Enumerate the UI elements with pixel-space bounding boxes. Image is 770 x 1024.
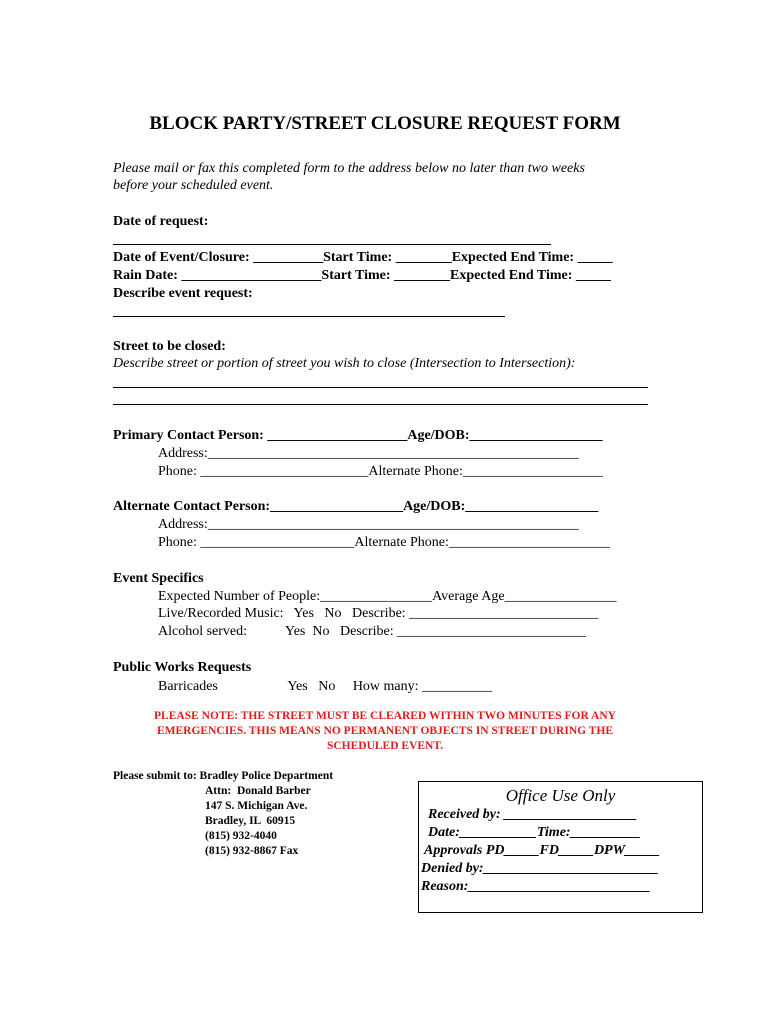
public-works-heading: Public Works Requests xyxy=(113,660,252,675)
denied-by-line[interactable]: Denied by:_________________________ xyxy=(421,861,659,876)
primary-address-line[interactable]: Address:_____________________________________________________ xyxy=(158,446,579,461)
alcohol-line[interactable]: Alcohol served: Yes No Describe: ___________________________ xyxy=(158,624,587,639)
approvals-line[interactable]: Approvals PD_____FD_____DPW_____ xyxy=(424,843,661,858)
rain-date-line[interactable]: Rain Date: ____________________Start Time: ________Expected End Time: _____ xyxy=(113,268,611,283)
date-of-request-field[interactable] xyxy=(113,244,551,245)
submit-street: 147 S. Michigan Ave. xyxy=(205,800,308,812)
submit-phone: (815) 932-4040 xyxy=(205,830,277,842)
submit-city: Bradley, IL 60915 xyxy=(205,815,296,827)
submit-fax: (815) 932-8867 Fax xyxy=(205,845,299,857)
intro-line-2: before your scheduled event. xyxy=(113,178,274,193)
intro-line-1: Please mail or fax this completed form to the address below no later than two weeks xyxy=(113,161,585,176)
office-use-heading: Office Use Only xyxy=(505,786,616,805)
event-specifics-heading: Event Specifics xyxy=(113,571,204,586)
submit-label: Please submit to: Bradley Police Department xyxy=(113,770,334,782)
event-date-line[interactable]: Date of Event/Closure: __________Start Time: ________Expected End Time: _____ xyxy=(113,250,613,265)
expected-people-line[interactable]: Expected Number of People:________________Average Age________________ xyxy=(158,589,617,604)
alternate-phone-line[interactable]: Phone: ______________________Alternate Phone:_______________________ xyxy=(158,535,610,550)
date-of-request-label: Date of request: xyxy=(113,214,209,229)
barricades-line[interactable]: Barricades Yes No How many: __________ xyxy=(158,679,493,694)
date-time-line[interactable]: Date:___________Time:__________ xyxy=(428,825,641,840)
reason-line[interactable]: Reason:__________________________ xyxy=(421,879,651,894)
notice-line-3: SCHEDULED EVENT. xyxy=(326,740,444,752)
alternate-contact-line[interactable]: Alternate Contact Person:___________________Age/DOB:___________________ xyxy=(113,499,599,514)
received-by-line[interactable]: Received by: ___________________ xyxy=(428,807,638,822)
street-closed-heading: Street to be closed: xyxy=(113,339,226,354)
music-line[interactable]: Live/Recorded Music: Yes No Describe: ___________________________ xyxy=(158,606,599,621)
describe-event-label: Describe event request: xyxy=(113,286,253,301)
form-title: BLOCK PARTY/STREET CLOSURE REQUEST FORM xyxy=(149,113,621,134)
street-field-1[interactable] xyxy=(113,387,648,388)
street-instruction: Describe street or portion of street you wish to close (Intersection to Intersection): xyxy=(113,356,576,371)
submit-attn: Attn: Donald Barber xyxy=(205,785,311,797)
notice-line-1: PLEASE NOTE: THE STREET MUST BE CLEARED WITHIN TWO MINUTES FOR ANY xyxy=(154,710,616,722)
street-field-2[interactable] xyxy=(113,404,648,405)
primary-phone-line[interactable]: Phone: ________________________Alternate Phone:____________________ xyxy=(158,464,603,479)
primary-contact-line[interactable]: Primary Contact Person: ____________________Age/DOB:___________________ xyxy=(113,428,603,443)
describe-event-field[interactable] xyxy=(113,316,505,317)
alternate-address-line[interactable]: Address:_____________________________________________________ xyxy=(158,517,579,532)
notice-line-2: EMERGENCIES. THIS MEANS NO PERMANENT OBJECTS IN STREET DURING THE xyxy=(156,725,614,737)
